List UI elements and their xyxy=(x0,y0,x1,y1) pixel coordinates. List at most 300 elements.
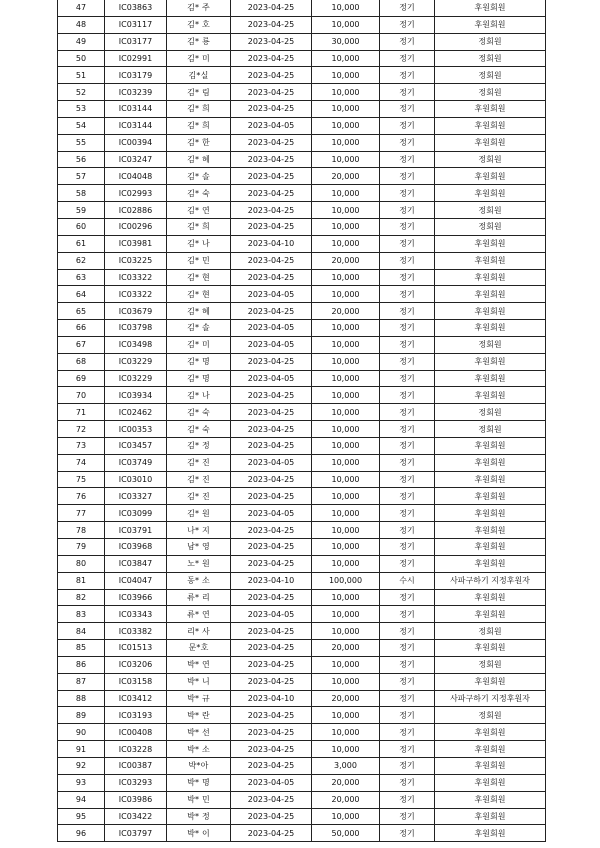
date-cell: 2023-04-25 xyxy=(231,707,312,724)
row-number-cell: 84 xyxy=(58,623,105,640)
row-number-cell: 79 xyxy=(58,539,105,556)
payment-type-cell: 정기 xyxy=(380,336,435,353)
table-row xyxy=(58,235,546,252)
date-cell: 2023-04-05 xyxy=(231,117,312,134)
date-cell: 2023-04-25 xyxy=(231,0,312,16)
member-id-cell: IC03679 xyxy=(105,303,167,320)
table-row xyxy=(58,808,546,825)
payment-type-cell: 정기 xyxy=(380,421,435,438)
table-row xyxy=(58,117,546,134)
member-id-cell: IC03229 xyxy=(105,353,167,370)
membership-type-cell: 후원회원 xyxy=(435,454,546,471)
member-name-cell: 박* 민 xyxy=(167,791,231,808)
amount-cell: 10,000 xyxy=(312,555,380,572)
amount-cell: 10,000 xyxy=(312,522,380,539)
member-id-cell: IC03749 xyxy=(105,454,167,471)
member-id-cell: IC03863 xyxy=(105,0,167,16)
amount-cell: 10,000 xyxy=(312,421,380,438)
table-row xyxy=(58,606,546,623)
member-id-cell: IC04047 xyxy=(105,572,167,589)
date-cell: 2023-04-25 xyxy=(231,539,312,556)
donation-table xyxy=(57,0,546,842)
date-cell: 2023-04-25 xyxy=(231,67,312,84)
amount-cell: 10,000 xyxy=(312,320,380,337)
date-cell: 2023-04-25 xyxy=(231,656,312,673)
membership-type-cell: 후원회원 xyxy=(435,117,546,134)
membership-type-cell: 정회원 xyxy=(435,50,546,67)
amount-cell: 50,000 xyxy=(312,825,380,842)
membership-type-cell: 후원회원 xyxy=(435,774,546,791)
amount-cell: 10,000 xyxy=(312,488,380,505)
date-cell: 2023-04-25 xyxy=(231,673,312,690)
member-id-cell: IC03986 xyxy=(105,791,167,808)
amount-cell: 20,000 xyxy=(312,791,380,808)
member-name-cell: 김* 현 xyxy=(167,269,231,286)
membership-type-cell: 후원회원 xyxy=(435,437,546,454)
amount-cell: 10,000 xyxy=(312,404,380,421)
member-name-cell: 노* 원 xyxy=(167,555,231,572)
table-row xyxy=(58,707,546,724)
member-name-cell: 박* 선 xyxy=(167,724,231,741)
membership-type-cell: 후원회원 xyxy=(435,589,546,606)
member-id-cell: IC03144 xyxy=(105,117,167,134)
member-name-cell: 박* 란 xyxy=(167,707,231,724)
membership-type-cell: 정회원 xyxy=(435,151,546,168)
row-number-cell: 76 xyxy=(58,488,105,505)
row-number-cell: 80 xyxy=(58,555,105,572)
member-name-cell: 김* 솔 xyxy=(167,320,231,337)
amount-cell: 100,000 xyxy=(312,572,380,589)
row-number-cell: 78 xyxy=(58,522,105,539)
member-id-cell: IC03382 xyxy=(105,623,167,640)
table-row xyxy=(58,673,546,690)
amount-cell: 10,000 xyxy=(312,0,380,16)
membership-type-cell: 후원회원 xyxy=(435,606,546,623)
member-name-cell: 김* 현 xyxy=(167,286,231,303)
table-row xyxy=(58,151,546,168)
row-number-cell: 90 xyxy=(58,724,105,741)
row-number-cell: 71 xyxy=(58,404,105,421)
member-id-cell: IC03343 xyxy=(105,606,167,623)
member-id-cell: IC03934 xyxy=(105,387,167,404)
date-cell: 2023-04-25 xyxy=(231,101,312,118)
membership-type-cell: 정회원 xyxy=(435,67,546,84)
member-name-cell: 김* 진 xyxy=(167,471,231,488)
payment-type-cell: 정기 xyxy=(380,252,435,269)
amount-cell: 10,000 xyxy=(312,67,380,84)
table-row xyxy=(58,572,546,589)
amount-cell: 10,000 xyxy=(312,353,380,370)
table-row xyxy=(58,84,546,101)
member-name-cell: 류* 리 xyxy=(167,589,231,606)
amount-cell: 10,000 xyxy=(312,589,380,606)
member-id-cell: IC03968 xyxy=(105,539,167,556)
amount-cell: 10,000 xyxy=(312,808,380,825)
membership-type-cell: 정회원 xyxy=(435,336,546,353)
membership-type-cell: 후원회원 xyxy=(435,185,546,202)
table-row xyxy=(58,370,546,387)
row-number-cell: 73 xyxy=(58,437,105,454)
row-number-cell: 74 xyxy=(58,454,105,471)
row-number-cell: 69 xyxy=(58,370,105,387)
date-cell: 2023-04-25 xyxy=(231,50,312,67)
date-cell: 2023-04-10 xyxy=(231,572,312,589)
row-number-cell: 48 xyxy=(58,16,105,33)
member-id-cell: IC03193 xyxy=(105,707,167,724)
table-row xyxy=(58,522,546,539)
member-id-cell: IC03797 xyxy=(105,825,167,842)
date-cell: 2023-04-25 xyxy=(231,168,312,185)
table-row xyxy=(58,774,546,791)
amount-cell: 10,000 xyxy=(312,286,380,303)
payment-type-cell: 정기 xyxy=(380,471,435,488)
row-number-cell: 86 xyxy=(58,656,105,673)
amount-cell: 20,000 xyxy=(312,252,380,269)
table-row xyxy=(58,741,546,758)
member-id-cell: IC03206 xyxy=(105,656,167,673)
member-id-cell: IC03179 xyxy=(105,67,167,84)
payment-type-cell: 정기 xyxy=(380,454,435,471)
amount-cell: 10,000 xyxy=(312,185,380,202)
member-name-cell: 김* 주 xyxy=(167,0,231,16)
member-id-cell: IC03798 xyxy=(105,320,167,337)
payment-type-cell: 정기 xyxy=(380,539,435,556)
date-cell: 2023-04-25 xyxy=(231,437,312,454)
table-row xyxy=(58,404,546,421)
member-name-cell: 김* 진 xyxy=(167,454,231,471)
date-cell: 2023-04-05 xyxy=(231,286,312,303)
row-number-cell: 93 xyxy=(58,774,105,791)
date-cell: 2023-04-25 xyxy=(231,303,312,320)
membership-type-cell: 후원회원 xyxy=(435,741,546,758)
table-row xyxy=(58,0,546,16)
membership-type-cell: 후원회원 xyxy=(435,505,546,522)
payment-type-cell: 정기 xyxy=(380,117,435,134)
member-id-cell: IC03158 xyxy=(105,673,167,690)
amount-cell: 20,000 xyxy=(312,690,380,707)
member-id-cell: IC03847 xyxy=(105,555,167,572)
membership-type-cell: 후원회원 xyxy=(435,235,546,252)
member-name-cell: 박* 정 xyxy=(167,808,231,825)
table-row xyxy=(58,437,546,454)
amount-cell: 10,000 xyxy=(312,623,380,640)
member-id-cell: IC03422 xyxy=(105,808,167,825)
row-number-cell: 70 xyxy=(58,387,105,404)
payment-type-cell: 정기 xyxy=(380,589,435,606)
member-name-cell: 김* 명 xyxy=(167,370,231,387)
amount-cell: 20,000 xyxy=(312,640,380,657)
row-number-cell: 47 xyxy=(58,0,105,16)
row-number-cell: 61 xyxy=(58,235,105,252)
date-cell: 2023-04-25 xyxy=(231,269,312,286)
membership-type-cell: 정회원 xyxy=(435,707,546,724)
member-id-cell: IC04048 xyxy=(105,168,167,185)
payment-type-cell: 정기 xyxy=(380,185,435,202)
table-row xyxy=(58,286,546,303)
payment-type-cell: 정기 xyxy=(380,387,435,404)
membership-type-cell: 후원회원 xyxy=(435,252,546,269)
amount-cell: 10,000 xyxy=(312,606,380,623)
member-id-cell: IC03229 xyxy=(105,370,167,387)
member-id-cell: IC02993 xyxy=(105,185,167,202)
row-number-cell: 83 xyxy=(58,606,105,623)
member-name-cell: 김* 림 xyxy=(167,84,231,101)
payment-type-cell: 정기 xyxy=(380,808,435,825)
date-cell: 2023-04-25 xyxy=(231,741,312,758)
member-name-cell: 리* 사 xyxy=(167,623,231,640)
amount-cell: 3,000 xyxy=(312,757,380,774)
membership-type-cell: 후원회원 xyxy=(435,370,546,387)
payment-type-cell: 정기 xyxy=(380,791,435,808)
payment-type-cell: 정기 xyxy=(380,640,435,657)
row-number-cell: 58 xyxy=(58,185,105,202)
amount-cell: 10,000 xyxy=(312,235,380,252)
payment-type-cell: 정기 xyxy=(380,825,435,842)
table-row xyxy=(58,623,546,640)
membership-type-cell: 정회원 xyxy=(435,33,546,50)
date-cell: 2023-04-25 xyxy=(231,218,312,235)
payment-type-cell: 정기 xyxy=(380,606,435,623)
member-name-cell: 김* 명 xyxy=(167,353,231,370)
date-cell: 2023-04-25 xyxy=(231,791,312,808)
payment-type-cell: 정기 xyxy=(380,235,435,252)
table-row xyxy=(58,656,546,673)
payment-type-cell: 정기 xyxy=(380,151,435,168)
table-row xyxy=(58,387,546,404)
member-name-cell: 김* 나 xyxy=(167,235,231,252)
member-id-cell: IC03293 xyxy=(105,774,167,791)
table-row xyxy=(58,421,546,438)
date-cell: 2023-04-25 xyxy=(231,202,312,219)
amount-cell: 10,000 xyxy=(312,84,380,101)
row-number-cell: 81 xyxy=(58,572,105,589)
payment-type-cell: 정기 xyxy=(380,286,435,303)
member-id-cell: IC03225 xyxy=(105,252,167,269)
payment-type-cell: 정기 xyxy=(380,101,435,118)
date-cell: 2023-04-25 xyxy=(231,185,312,202)
row-number-cell: 85 xyxy=(58,640,105,657)
date-cell: 2023-04-05 xyxy=(231,370,312,387)
member-id-cell: IC03247 xyxy=(105,151,167,168)
membership-type-cell: 후원회원 xyxy=(435,488,546,505)
membership-type-cell: 후원회원 xyxy=(435,303,546,320)
date-cell: 2023-04-25 xyxy=(231,724,312,741)
date-cell: 2023-04-25 xyxy=(231,151,312,168)
membership-type-cell: 후원회원 xyxy=(435,269,546,286)
table-row xyxy=(58,16,546,33)
table-row xyxy=(58,101,546,118)
row-number-cell: 50 xyxy=(58,50,105,67)
date-cell: 2023-04-05 xyxy=(231,606,312,623)
member-name-cell: 김* 솔 xyxy=(167,168,231,185)
amount-cell: 10,000 xyxy=(312,724,380,741)
row-number-cell: 75 xyxy=(58,471,105,488)
payment-type-cell: 정기 xyxy=(380,774,435,791)
amount-cell: 10,000 xyxy=(312,101,380,118)
membership-type-cell: 후원회원 xyxy=(435,757,546,774)
date-cell: 2023-04-25 xyxy=(231,16,312,33)
payment-type-cell: 정기 xyxy=(380,370,435,387)
member-name-cell: 김* 호 xyxy=(167,16,231,33)
membership-type-cell: 후원회원 xyxy=(435,387,546,404)
member-id-cell: IC03412 xyxy=(105,690,167,707)
payment-type-cell: 정기 xyxy=(380,0,435,16)
member-name-cell: 김* 미 xyxy=(167,336,231,353)
date-cell: 2023-04-25 xyxy=(231,252,312,269)
table-row xyxy=(58,252,546,269)
member-name-cell: 박*아 xyxy=(167,757,231,774)
member-name-cell: 동* 소 xyxy=(167,572,231,589)
member-name-cell: 박* 니 xyxy=(167,673,231,690)
table-row xyxy=(58,353,546,370)
date-cell: 2023-04-05 xyxy=(231,774,312,791)
payment-type-cell: 정기 xyxy=(380,707,435,724)
date-cell: 2023-04-25 xyxy=(231,33,312,50)
table-row xyxy=(58,168,546,185)
member-id-cell: IC03010 xyxy=(105,471,167,488)
row-number-cell: 60 xyxy=(58,218,105,235)
row-number-cell: 88 xyxy=(58,690,105,707)
date-cell: 2023-04-25 xyxy=(231,84,312,101)
payment-type-cell: 정기 xyxy=(380,404,435,421)
membership-type-cell: 후원회원 xyxy=(435,320,546,337)
member-name-cell: 남* 영 xyxy=(167,539,231,556)
member-name-cell: 김* 진 xyxy=(167,488,231,505)
member-id-cell: IC03498 xyxy=(105,336,167,353)
membership-type-cell: 정회원 xyxy=(435,623,546,640)
row-number-cell: 59 xyxy=(58,202,105,219)
amount-cell: 10,000 xyxy=(312,656,380,673)
membership-type-cell: 후원회원 xyxy=(435,471,546,488)
payment-type-cell: 정기 xyxy=(380,656,435,673)
member-name-cell: 나* 지 xyxy=(167,522,231,539)
payment-type-cell: 정기 xyxy=(380,724,435,741)
membership-type-cell: 정회원 xyxy=(435,202,546,219)
member-name-cell: 김* 숙 xyxy=(167,185,231,202)
member-id-cell: IC03228 xyxy=(105,741,167,758)
amount-cell: 10,000 xyxy=(312,471,380,488)
member-id-cell: IC03322 xyxy=(105,286,167,303)
amount-cell: 10,000 xyxy=(312,437,380,454)
payment-type-cell: 정기 xyxy=(380,623,435,640)
membership-type-cell: 후원회원 xyxy=(435,555,546,572)
member-id-cell: IC03177 xyxy=(105,33,167,50)
amount-cell: 20,000 xyxy=(312,774,380,791)
amount-cell: 10,000 xyxy=(312,134,380,151)
payment-type-cell: 정기 xyxy=(380,84,435,101)
membership-type-cell: 후원회원 xyxy=(435,286,546,303)
member-id-cell: IC03117 xyxy=(105,16,167,33)
amount-cell: 10,000 xyxy=(312,370,380,387)
row-number-cell: 94 xyxy=(58,791,105,808)
table-row xyxy=(58,454,546,471)
payment-type-cell: 정기 xyxy=(380,33,435,50)
membership-type-cell: 사파구하기 지정후원자 xyxy=(435,690,546,707)
date-cell: 2023-04-25 xyxy=(231,488,312,505)
payment-type-cell: 정기 xyxy=(380,690,435,707)
member-name-cell: 김* 연 xyxy=(167,202,231,219)
date-cell: 2023-04-25 xyxy=(231,825,312,842)
member-id-cell: IC00408 xyxy=(105,724,167,741)
membership-type-cell: 후원회원 xyxy=(435,640,546,657)
membership-type-cell: 후원회원 xyxy=(435,724,546,741)
table-row xyxy=(58,690,546,707)
row-number-cell: 89 xyxy=(58,707,105,724)
member-name-cell: 김* 숙 xyxy=(167,404,231,421)
payment-type-cell: 정기 xyxy=(380,555,435,572)
date-cell: 2023-04-05 xyxy=(231,320,312,337)
table-row xyxy=(58,269,546,286)
row-number-cell: 54 xyxy=(58,117,105,134)
member-id-cell: IC00296 xyxy=(105,218,167,235)
member-name-cell: 박* 소 xyxy=(167,741,231,758)
member-id-cell: IC02462 xyxy=(105,404,167,421)
row-number-cell: 72 xyxy=(58,421,105,438)
amount-cell: 10,000 xyxy=(312,454,380,471)
member-id-cell: IC03966 xyxy=(105,589,167,606)
amount-cell: 10,000 xyxy=(312,707,380,724)
member-name-cell: 김* 미 xyxy=(167,50,231,67)
membership-type-cell: 정회원 xyxy=(435,404,546,421)
row-number-cell: 49 xyxy=(58,33,105,50)
member-name-cell: 김* 희 xyxy=(167,218,231,235)
amount-cell: 10,000 xyxy=(312,16,380,33)
payment-type-cell: 정기 xyxy=(380,134,435,151)
membership-type-cell: 정회원 xyxy=(435,421,546,438)
table-row xyxy=(58,724,546,741)
date-cell: 2023-04-25 xyxy=(231,387,312,404)
date-cell: 2023-04-10 xyxy=(231,690,312,707)
member-id-cell: IC02886 xyxy=(105,202,167,219)
member-id-cell: IC00353 xyxy=(105,421,167,438)
table-row xyxy=(58,202,546,219)
row-number-cell: 67 xyxy=(58,336,105,353)
date-cell: 2023-04-05 xyxy=(231,454,312,471)
payment-type-cell: 정기 xyxy=(380,505,435,522)
row-number-cell: 63 xyxy=(58,269,105,286)
payment-type-cell: 정기 xyxy=(380,757,435,774)
member-name-cell: 김* 민 xyxy=(167,252,231,269)
membership-type-cell: 사파구하기 지정후원자 xyxy=(435,572,546,589)
member-name-cell: 박* 이 xyxy=(167,825,231,842)
table-row xyxy=(58,488,546,505)
payment-type-cell: 정기 xyxy=(380,320,435,337)
member-name-cell: 김* 혜 xyxy=(167,151,231,168)
row-number-cell: 53 xyxy=(58,101,105,118)
membership-type-cell: 후원회원 xyxy=(435,808,546,825)
date-cell: 2023-04-25 xyxy=(231,589,312,606)
member-id-cell: IC02991 xyxy=(105,50,167,67)
row-number-cell: 87 xyxy=(58,673,105,690)
member-id-cell: IC00394 xyxy=(105,134,167,151)
amount-cell: 10,000 xyxy=(312,741,380,758)
member-name-cell: 김* 한 xyxy=(167,134,231,151)
row-number-cell: 52 xyxy=(58,84,105,101)
amount-cell: 10,000 xyxy=(312,269,380,286)
amount-cell: 10,000 xyxy=(312,505,380,522)
row-number-cell: 91 xyxy=(58,741,105,758)
membership-type-cell: 후원회원 xyxy=(435,673,546,690)
member-name-cell: 김*실 xyxy=(167,67,231,84)
membership-type-cell: 정회원 xyxy=(435,656,546,673)
table-row xyxy=(58,539,546,556)
member-id-cell: IC03791 xyxy=(105,522,167,539)
membership-type-cell: 후원회원 xyxy=(435,353,546,370)
date-cell: 2023-04-25 xyxy=(231,808,312,825)
membership-type-cell: 정회원 xyxy=(435,84,546,101)
member-id-cell: IC03099 xyxy=(105,505,167,522)
amount-cell: 10,000 xyxy=(312,202,380,219)
